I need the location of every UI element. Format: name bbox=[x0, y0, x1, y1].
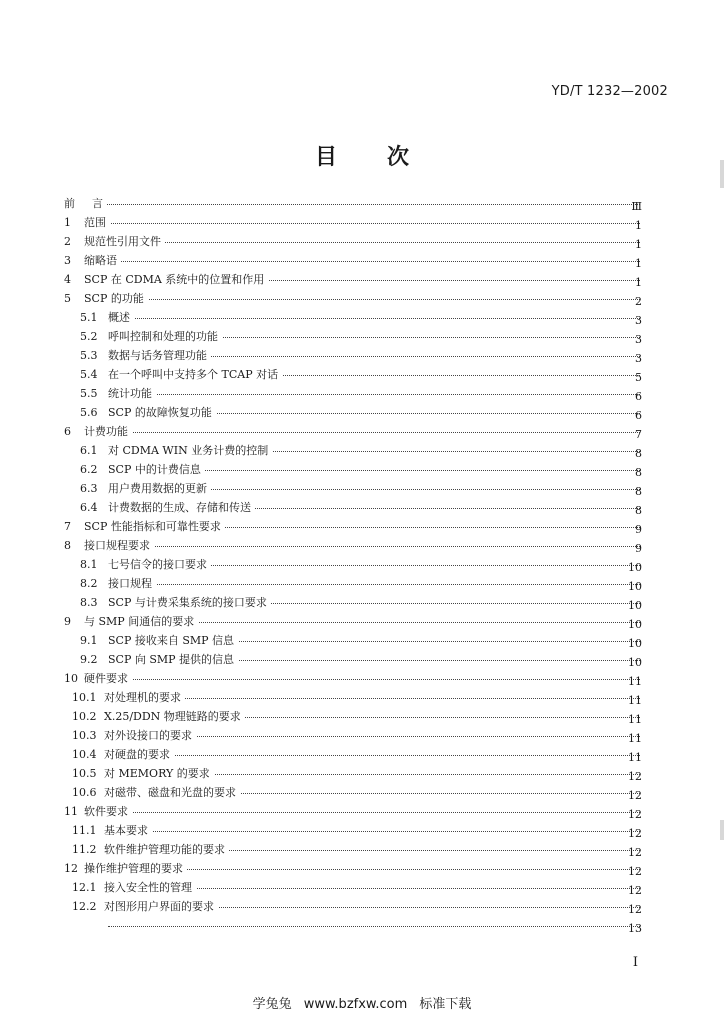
toc-entry-title: 概述 bbox=[108, 309, 134, 327]
toc-entry-title: 七号信令的接口要求 bbox=[108, 556, 211, 574]
toc-entry-page: 1 bbox=[635, 276, 642, 289]
toc-leader-dots bbox=[84, 678, 640, 680]
toc-entry bbox=[0, 879, 724, 897]
toc-entry bbox=[0, 841, 724, 859]
toc-entry-page: 10 bbox=[628, 561, 642, 574]
toc-entry-title: 接口规程要求 bbox=[84, 537, 154, 555]
toc-entry bbox=[0, 214, 724, 232]
toc-entry bbox=[0, 822, 724, 840]
toc-leader-dots bbox=[92, 203, 640, 205]
toc-entry bbox=[0, 461, 724, 479]
toc-entry-title: SCP 的故障恢复功能 bbox=[108, 404, 216, 422]
toc-entry-page: 5 bbox=[635, 371, 642, 384]
toc-entry-title: 硬件要求 bbox=[84, 670, 132, 688]
toc-entry-title: 基本要求 bbox=[104, 822, 152, 840]
toc-entry-number: 6 bbox=[64, 425, 71, 438]
toc-entry bbox=[0, 290, 724, 308]
toc-entry-page: 10 bbox=[628, 618, 642, 631]
toc-entry bbox=[0, 271, 724, 289]
toc-entry bbox=[0, 765, 724, 783]
toc-entry bbox=[0, 803, 724, 821]
toc-entry-page: 10 bbox=[628, 599, 642, 612]
toc-entry bbox=[0, 518, 724, 536]
toc-leader-dots bbox=[84, 298, 640, 300]
toc-entry-number: 7 bbox=[64, 520, 71, 533]
toc-leader-dots bbox=[84, 222, 640, 224]
toc-entry-number: 6.1 bbox=[80, 444, 98, 457]
toc-entry-title: 软件维护管理功能的要求 bbox=[104, 841, 229, 859]
toc-entry bbox=[0, 594, 724, 612]
toc-entry-number: 6.3 bbox=[80, 482, 98, 495]
toc-entry-number: 12.1 bbox=[72, 881, 97, 894]
toc-leader-dots bbox=[108, 317, 640, 319]
toc-entry bbox=[0, 480, 724, 498]
toc-entry-title: 言 bbox=[92, 195, 107, 213]
toc-entry bbox=[0, 651, 724, 669]
toc-entry-page: Ⅲ bbox=[631, 200, 642, 213]
toc-entry bbox=[0, 613, 724, 631]
toc-entry-number: 12 bbox=[64, 862, 78, 875]
toc-entry-page: 12 bbox=[628, 789, 642, 802]
toc-leader-dots bbox=[84, 260, 640, 262]
toc-entry bbox=[0, 632, 724, 650]
toc-entry-page: 1 bbox=[635, 238, 642, 251]
toc-entry bbox=[0, 309, 724, 327]
toc-entry-number: 前 bbox=[64, 197, 75, 210]
toc-entry-page: 1 bbox=[635, 219, 642, 232]
toc-entry-page: 11 bbox=[628, 751, 642, 764]
toc-entry bbox=[0, 195, 724, 213]
toc-entry bbox=[0, 784, 724, 802]
toc-entry-number: 9.2 bbox=[80, 653, 98, 666]
toc-entry-number: 10.6 bbox=[72, 786, 97, 799]
toc-entry-title: X.25/DDN 物理链路的要求 bbox=[104, 708, 245, 726]
toc-entry-title: 对 CDMA WIN 业务计费的控制 bbox=[108, 442, 272, 460]
toc-entry-title: SCP 在 CDMA 系统中的位置和作用 bbox=[84, 271, 268, 289]
toc-entry-number: 10 bbox=[64, 672, 78, 685]
toc-entry bbox=[0, 860, 724, 878]
toc-entry-title: 统计功能 bbox=[108, 385, 156, 403]
toc-entry-title: SCP 与计费采集系统的接口要求 bbox=[108, 594, 271, 612]
toc-entry-number: 8 bbox=[64, 539, 71, 552]
toc-entry-title: 软件要求 bbox=[84, 803, 132, 821]
toc-entry-title: SCP 接收来自 SMP 信息 bbox=[108, 632, 238, 650]
toc-entry bbox=[0, 347, 724, 365]
toc-leader-dots bbox=[84, 811, 640, 813]
toc-entry-title: 用户费用数据的更新 bbox=[108, 480, 211, 498]
toc-entry-title: 操作维护管理的要求 bbox=[84, 860, 187, 878]
toc-entry-number: 10.4 bbox=[72, 748, 97, 761]
page-title: 目次 bbox=[314, 145, 459, 170]
toc-entry-page: 2 bbox=[635, 295, 642, 308]
toc-entry-page: 6 bbox=[635, 390, 642, 403]
page-number: I bbox=[632, 955, 638, 970]
toc-entry-number: 5.2 bbox=[80, 330, 98, 343]
toc-entry-title: SCP 的功能 bbox=[84, 290, 148, 308]
toc-entry-title: 范围 bbox=[84, 214, 110, 232]
toc-entry-page: 11 bbox=[628, 675, 642, 688]
toc-entry bbox=[0, 233, 724, 251]
toc-entry bbox=[0, 366, 724, 384]
toc-entry-number: 11 bbox=[64, 805, 78, 818]
toc-entry-title: 接口规程 bbox=[108, 575, 156, 593]
toc-leader-dots bbox=[108, 393, 640, 395]
toc-entry bbox=[0, 537, 724, 555]
toc-entry bbox=[0, 898, 724, 916]
toc-entry-page: 8 bbox=[635, 447, 642, 460]
toc-entry-page: 11 bbox=[628, 713, 642, 726]
toc-entry-number: 9.1 bbox=[80, 634, 98, 647]
toc-entry-number: 11.2 bbox=[72, 843, 97, 856]
toc-entry-number: 5.6 bbox=[80, 406, 98, 419]
toc-entry-title: 呼叫控制和处理的功能 bbox=[108, 328, 222, 346]
toc-entry-title: 对处理机的要求 bbox=[104, 689, 185, 707]
toc-entry bbox=[0, 385, 724, 403]
toc-entry-title: SCP 性能指标和可靠性要求 bbox=[84, 518, 225, 536]
toc-entry bbox=[0, 404, 724, 422]
toc-entry bbox=[0, 670, 724, 688]
toc-entry-page: 9 bbox=[635, 523, 642, 536]
toc-entry-page: 10 bbox=[628, 637, 642, 650]
toc-leader-dots bbox=[84, 431, 640, 433]
toc-entry-title: SCP 中的计费信息 bbox=[108, 461, 205, 479]
toc-entry bbox=[0, 575, 724, 593]
toc-entry-page: 8 bbox=[635, 504, 642, 517]
toc-entry bbox=[0, 328, 724, 346]
toc-entry-number: 5.1 bbox=[80, 311, 98, 324]
toc-entry-title: 对硬盘的要求 bbox=[104, 746, 174, 764]
toc-entry-title: 数据与话务管理功能 bbox=[108, 347, 211, 365]
toc-entry-page: 8 bbox=[635, 466, 642, 479]
toc-entry-number: 10.5 bbox=[72, 767, 97, 780]
toc-entry-number: 10.3 bbox=[72, 729, 97, 742]
toc-leader-dots bbox=[84, 545, 640, 547]
toc-entry-page: 12 bbox=[628, 903, 642, 916]
toc-entry-number: 11.1 bbox=[72, 824, 97, 837]
toc-leader-dots bbox=[104, 754, 640, 756]
toc-entry-page: 7 bbox=[635, 428, 642, 441]
toc-leader-dots bbox=[108, 583, 640, 585]
toc-entry bbox=[0, 746, 724, 764]
toc-entry-number: 5.5 bbox=[80, 387, 98, 400]
toc-entry-page: 1 bbox=[635, 257, 642, 270]
toc-entry-title: 规范性引用文件 bbox=[84, 233, 165, 251]
toc-entry-page: 10 bbox=[628, 580, 642, 593]
toc-entry bbox=[0, 689, 724, 707]
toc-entry-page: 12 bbox=[628, 846, 642, 859]
toc-entry-number: 6.4 bbox=[80, 501, 98, 514]
toc-entry-page: 8 bbox=[635, 485, 642, 498]
toc-entry-page: 3 bbox=[635, 352, 642, 365]
toc-entry-title: SCP 向 SMP 提供的信息 bbox=[108, 651, 238, 669]
toc-entry-page: 12 bbox=[628, 808, 642, 821]
toc-entry-number: 8.1 bbox=[80, 558, 98, 571]
toc-entry-title: 对 MEMORY 的要求 bbox=[104, 765, 214, 783]
toc-entry bbox=[0, 917, 724, 935]
toc-entry-title: 在一个呼叫中支持多个 TCAP 对话 bbox=[108, 366, 282, 384]
toc-entry-page: 12 bbox=[628, 770, 642, 783]
toc-entry-number: 5.4 bbox=[80, 368, 98, 381]
toc-entry-title: 计费功能 bbox=[84, 423, 132, 441]
toc-entry bbox=[0, 499, 724, 517]
toc-entry-page: 11 bbox=[628, 732, 642, 745]
toc-entry-page: 11 bbox=[628, 694, 642, 707]
toc-entry-title: 对外设接口的要求 bbox=[104, 727, 196, 745]
toc-entry-page: 3 bbox=[635, 314, 642, 327]
toc-leader-dots bbox=[108, 925, 640, 927]
toc-entry-number: 10.2 bbox=[72, 710, 97, 723]
toc-entry-number: 2 bbox=[64, 235, 71, 248]
toc-entry-number: 5 bbox=[64, 292, 71, 305]
toc-entry bbox=[0, 708, 724, 726]
toc-leader-dots bbox=[104, 830, 640, 832]
toc-entry-title: 接入安全性的管理 bbox=[104, 879, 196, 897]
toc-entry-page: 3 bbox=[635, 333, 642, 346]
toc-entry-number: 6.2 bbox=[80, 463, 98, 476]
toc-entry bbox=[0, 727, 724, 745]
toc-entry-number: 12.2 bbox=[72, 900, 97, 913]
toc-entry-number: 10.1 bbox=[72, 691, 97, 704]
standard-code: YD/T 1232—2002 bbox=[551, 84, 668, 99]
toc-entry-number: 9 bbox=[64, 615, 71, 628]
toc-entry-title: 缩略语 bbox=[84, 252, 121, 270]
toc-entry-number: 8.3 bbox=[80, 596, 98, 609]
toc-entry-page: 12 bbox=[628, 865, 642, 878]
toc-entry bbox=[0, 556, 724, 574]
toc-entry-title: 对磁带、磁盘和光盘的要求 bbox=[104, 784, 240, 802]
toc-entry-title: 与 SMP 间通信的要求 bbox=[84, 613, 198, 631]
toc-entry-number: 3 bbox=[64, 254, 71, 267]
toc-leader-dots bbox=[84, 241, 640, 243]
toc-entry bbox=[0, 252, 724, 270]
toc-entry-page: 10 bbox=[628, 656, 642, 669]
toc-entry-number: 8.2 bbox=[80, 577, 98, 590]
footer-watermark: 学兔兔 www.bzfxw.com 标准下载 bbox=[252, 997, 472, 1012]
toc-entry bbox=[0, 423, 724, 441]
toc-entry-page: 6 bbox=[635, 409, 642, 422]
toc-entry-number: 5.3 bbox=[80, 349, 98, 362]
toc-entry-page: 12 bbox=[628, 827, 642, 840]
toc-entry-page: 9 bbox=[635, 542, 642, 555]
toc-entry-page: 12 bbox=[628, 884, 642, 897]
toc-entry bbox=[0, 442, 724, 460]
toc-entry-number: 4 bbox=[64, 273, 71, 286]
toc-entry-number: 1 bbox=[64, 216, 71, 229]
toc-entry-page: 13 bbox=[628, 922, 642, 935]
toc-entry-title: 计费数据的生成、存储和传送 bbox=[108, 499, 255, 517]
toc-entry-title: 对图形用户界面的要求 bbox=[104, 898, 218, 916]
